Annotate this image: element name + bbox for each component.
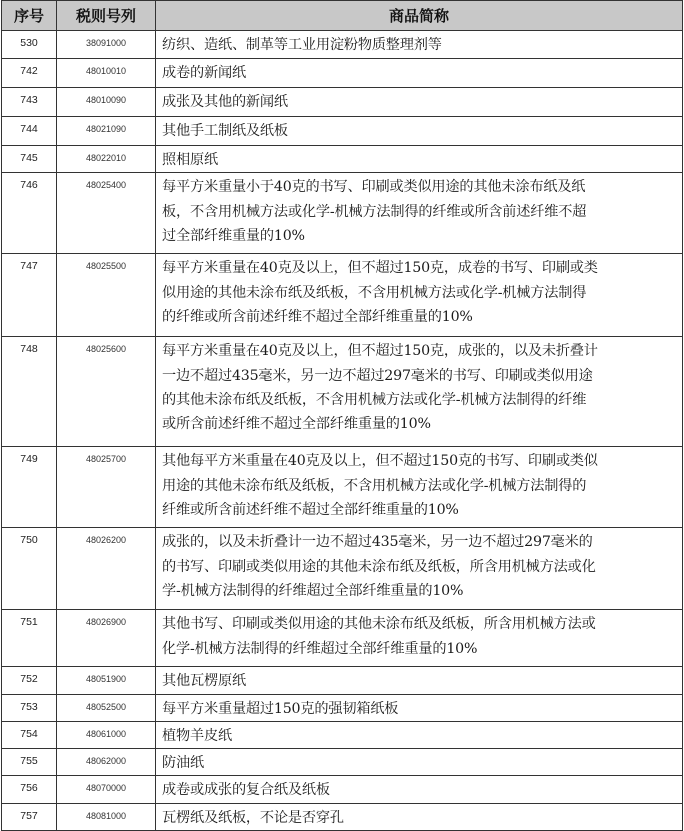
row-seq: 748: [2, 337, 57, 447]
row-name: 每平方米重量在40克及以上，但不超过150克，成卷的书写、印刷或类 似用途的其他未涂布纸及纸板，不含用机械方法或化学-机械方法制得 的纤维或所含前述纤维不超过全部纤维重量的10%: [156, 254, 683, 337]
table-row: [2, 610, 683, 667]
row-code: 48010010: [57, 59, 156, 88]
table-row: [2, 59, 683, 88]
row-name: 防油纸: [156, 749, 683, 776]
row-code: 48070000: [57, 776, 156, 803]
row-code: 48025500: [57, 254, 156, 337]
table-row: [2, 117, 683, 146]
tariff-table: [1, 0, 683, 831]
row-code: 48061000: [57, 721, 156, 748]
header-name: 商品简称: [156, 1, 683, 31]
table-row: [2, 447, 683, 528]
row-seq: 744: [2, 117, 57, 146]
row-code: 48021090: [57, 117, 156, 146]
row-code: 48025600: [57, 337, 156, 447]
table-row: [2, 803, 683, 830]
row-code: 48062000: [57, 749, 156, 776]
row-seq: 751: [2, 610, 57, 667]
row-seq: 745: [2, 146, 57, 173]
row-code: 48051900: [57, 667, 156, 694]
row-name: 其他手工制纸及纸板: [156, 117, 683, 146]
table-row: [2, 337, 683, 447]
table-body: [2, 31, 683, 831]
row-code: 48010090: [57, 88, 156, 117]
row-name: 每平方米重量小于40克的书写、印刷或类似用途的其他未涂布纸及纸 板，不含用机械方法或化学-机械方法制得的纤维或所含前述纤维不超 过全部纤维重量的10%: [156, 173, 683, 254]
row-seq: 742: [2, 59, 57, 88]
row-seq: 754: [2, 721, 57, 748]
row-seq: 749: [2, 447, 57, 528]
row-name: 纺织、造纸、制革等工业用淀粉物质整理剂等: [156, 31, 683, 59]
row-code: 48022010: [57, 146, 156, 173]
table-row: [2, 88, 683, 117]
row-seq: 756: [2, 776, 57, 803]
row-seq: 753: [2, 694, 57, 721]
row-seq: 746: [2, 173, 57, 254]
row-seq: 755: [2, 749, 57, 776]
row-name: 成卷的新闻纸: [156, 59, 683, 88]
row-name: 其他书写、印刷或类似用途的其他未涂布纸及纸板，所含用机械方法或 化学-机械方法制得的纤维超过全部纤维重量的10%: [156, 610, 683, 667]
row-code: 48026900: [57, 610, 156, 667]
row-code: 38091000: [57, 31, 156, 59]
row-name: 成张的，以及未折叠计一边不超过435毫米，另一边不超过297毫米的 的书写、印刷或类似用途的其他未涂布纸及纸板，所含用机械方法或化 学-机械方法制得的纤维超过全部纤维重量的10%: [156, 528, 683, 610]
row-name: 植物羊皮纸: [156, 721, 683, 748]
row-name: 其他每平方米重量在40克及以上，但不超过150克的书写、印刷或类似 用途的其他未涂布纸及纸板，不含用机械方法或化学-机械方法制得的 纤维或所含前述纤维不超过全部纤维重量的10%: [156, 447, 683, 528]
row-seq: 747: [2, 254, 57, 337]
row-code: 48025700: [57, 447, 156, 528]
table-row: [2, 31, 683, 59]
row-code: 48052500: [57, 694, 156, 721]
row-seq: 757: [2, 803, 57, 830]
row-name: 照相原纸: [156, 146, 683, 173]
row-code: 48025400: [57, 173, 156, 254]
row-name: 瓦楞纸及纸板，不论是否穿孔: [156, 803, 683, 830]
row-code: 48026200: [57, 528, 156, 610]
row-name: 每平方米重量在40克及以上，但不超过150克，成张的，以及未折叠计 一边不超过435毫米，另一边不超过297毫米的书写、印刷或类似用途 的其他未涂布纸及纸板，不含用机械方法或化学-机械方法制得的纤维 或所含前述纤维不超过全部纤维重量的10%: [156, 337, 683, 447]
table-row: [2, 173, 683, 254]
row-name: 其他瓦楞原纸: [156, 667, 683, 694]
row-seq: 752: [2, 667, 57, 694]
row-seq: 530: [2, 31, 57, 59]
table-row: [2, 694, 683, 721]
row-seq: 743: [2, 88, 57, 117]
header-seq: 序号: [2, 1, 57, 31]
table-row: [2, 528, 683, 610]
header-code: 税则号列: [57, 1, 156, 31]
row-name: 成卷或成张的复合纸及纸板: [156, 776, 683, 803]
table-row: [2, 146, 683, 173]
table-row: [2, 721, 683, 748]
table-row: [2, 776, 683, 803]
header-row: [2, 1, 683, 31]
row-name: 成张及其他的新闻纸: [156, 88, 683, 117]
row-seq: 750: [2, 528, 57, 610]
row-name: 每平方米重量超过150克的强韧箱纸板: [156, 694, 683, 721]
row-code: 48081000: [57, 803, 156, 830]
table-row: [2, 749, 683, 776]
table-row: [2, 667, 683, 694]
table-row: [2, 254, 683, 337]
